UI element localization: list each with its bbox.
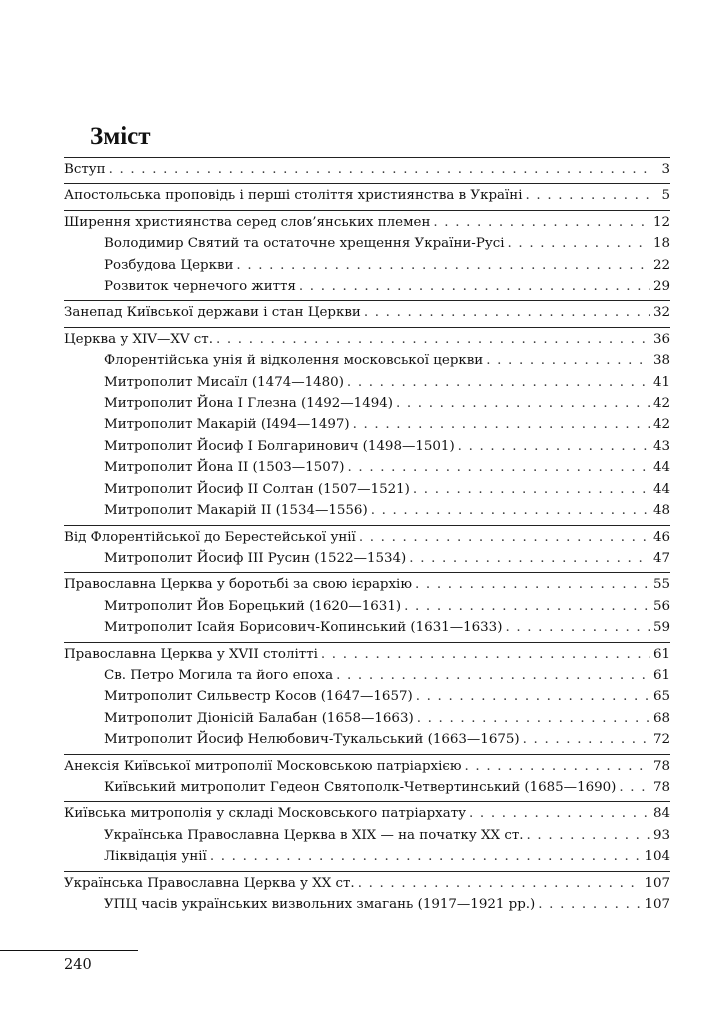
toc-page-number: 43 bbox=[652, 438, 670, 454]
dot-leader bbox=[458, 436, 650, 457]
toc-subentry bbox=[64, 617, 670, 638]
toc-subentry bbox=[64, 777, 670, 798]
dot-leader bbox=[465, 756, 650, 777]
toc-entry-title: Митрополит Ісайя Борисович-Копинський (1631—1633) bbox=[104, 620, 503, 636]
toc-subentry bbox=[64, 457, 670, 478]
toc-entry-title: Українська Православна Церква у XX ст. bbox=[64, 875, 355, 891]
toc-page-number: 22 bbox=[652, 257, 670, 273]
dot-leader bbox=[236, 255, 650, 276]
dot-leader bbox=[336, 665, 650, 686]
dot-leader bbox=[409, 548, 650, 569]
toc-page-number: 12 bbox=[652, 214, 670, 230]
toc-page-number: 44 bbox=[652, 481, 670, 497]
toc-entry-title: Флорентійська унія й відколення московської церкви bbox=[104, 353, 484, 369]
toc-page-number: 3 bbox=[661, 162, 670, 177]
dot-leader bbox=[353, 414, 650, 435]
dot-leader bbox=[415, 574, 650, 595]
toc-entry-title: Православна Церква у боротьбі за свою ієрархію bbox=[64, 577, 412, 593]
toc-page-number: 65 bbox=[652, 689, 670, 705]
toc-entry-title: УПЦ часів українських визвольних змагань (1917—1921 рр.) bbox=[104, 897, 536, 912]
toc-page-number: 47 bbox=[652, 550, 670, 566]
toc-entry bbox=[64, 527, 670, 548]
toc-entry-title: Українська Православна Церква в XIX — на початку XX ст. bbox=[104, 827, 524, 843]
toc-entry-title: Ширення християнства серед слов’янських племен bbox=[64, 214, 431, 230]
toc-entry-title: Митрополит Діонісій Балабан (1658—1663) bbox=[104, 710, 414, 726]
toc-section bbox=[64, 157, 670, 180]
toc-subentry bbox=[64, 825, 670, 846]
toc-subentry bbox=[64, 436, 670, 457]
dot-leader bbox=[299, 276, 650, 297]
toc-entry-title: Митрополит Йосиф III Русин (1522—1534) bbox=[104, 550, 407, 566]
toc-page-number: 41 bbox=[652, 374, 670, 390]
toc-entry bbox=[64, 329, 670, 350]
toc-section bbox=[64, 572, 670, 638]
dot-leader bbox=[523, 729, 650, 750]
toc-page-number: 107 bbox=[644, 897, 670, 912]
toc-page-number: 56 bbox=[652, 598, 670, 614]
toc-page-number: 42 bbox=[652, 396, 670, 412]
dot-leader bbox=[527, 825, 650, 846]
toc-entry-title: Православна Церква у XVII столітті bbox=[64, 646, 318, 662]
toc-entry-title: Митрополит Йосиф I Болгаринович (1498—1501) bbox=[104, 438, 455, 454]
toc-entry-title: Митрополит Йосиф II Солтан (1507—1521) bbox=[104, 481, 410, 497]
dot-leader bbox=[347, 372, 650, 393]
dot-leader bbox=[505, 617, 650, 638]
toc-entry-title: Церква у XIV—XV ст. bbox=[64, 331, 213, 347]
dot-leader bbox=[413, 479, 650, 500]
toc-entry bbox=[64, 574, 670, 595]
toc-section bbox=[64, 642, 670, 751]
dot-leader bbox=[538, 894, 641, 915]
dot-leader bbox=[469, 803, 650, 824]
footer-rule bbox=[0, 950, 138, 951]
toc-entry-title: Митрополит Йона I Глезна (1492—1494) bbox=[104, 396, 393, 412]
toc-section bbox=[64, 327, 670, 522]
toc-page-number: 72 bbox=[652, 732, 670, 748]
toc-entry bbox=[64, 873, 670, 894]
toc-page-number: 55 bbox=[652, 577, 670, 593]
toc-subentry bbox=[64, 686, 670, 707]
toc-page-number: 68 bbox=[652, 710, 670, 726]
toc-entry-title: Вступ bbox=[64, 162, 106, 177]
dot-leader bbox=[404, 596, 650, 617]
toc-page-number: 5 bbox=[661, 188, 670, 204]
dot-leader bbox=[619, 777, 650, 798]
toc-entry-title: Митрополит Йона II (1503—1507) bbox=[104, 460, 345, 476]
dot-leader bbox=[526, 185, 653, 206]
dot-leader bbox=[486, 350, 650, 371]
toc-page-number: 46 bbox=[652, 529, 670, 545]
dot-leader bbox=[416, 686, 650, 707]
toc-page-number: 18 bbox=[652, 236, 670, 252]
toc-entry-title: Митрополит Йосиф Нелюбович-Тукальський (1663—1675) bbox=[104, 732, 520, 748]
toc-entry bbox=[64, 302, 670, 323]
toc-subentry bbox=[64, 255, 670, 276]
toc-section bbox=[64, 871, 670, 916]
toc-entry-title: Митрополит Макарій (I494—1497) bbox=[104, 417, 350, 433]
toc-section bbox=[64, 210, 670, 298]
toc-page-number: 61 bbox=[652, 667, 670, 683]
dot-leader bbox=[216, 329, 650, 350]
toc-entry-title: Митрополит Йов Борецький (1620—1631) bbox=[104, 598, 402, 614]
dot-leader bbox=[109, 159, 653, 180]
toc-page-number: 29 bbox=[652, 279, 670, 295]
toc-entry bbox=[64, 644, 670, 665]
toc-entry-title: Занепад Київської держави і стан Церкви bbox=[64, 305, 361, 321]
toc-section bbox=[64, 300, 670, 323]
toc-subentry bbox=[64, 846, 670, 867]
toc-page-number: 104 bbox=[644, 849, 670, 865]
toc-subentry bbox=[64, 393, 670, 414]
toc-subentry bbox=[64, 729, 670, 750]
dot-leader bbox=[364, 302, 650, 323]
toc-page-number: 38 bbox=[652, 353, 670, 369]
toc-entry-title: Ліквідація унії bbox=[104, 849, 207, 865]
dot-leader bbox=[348, 457, 650, 478]
toc-entry-title: Володимир Святий та остаточне хрещення України-Русі bbox=[104, 236, 505, 252]
toc-page-number: 48 bbox=[652, 503, 670, 519]
toc-entry bbox=[64, 803, 670, 824]
toc-section bbox=[64, 754, 670, 799]
toc-entry-title: Київська митрополія у складі Московського патріархату bbox=[64, 806, 466, 822]
toc-section bbox=[64, 801, 670, 867]
toc-entry bbox=[64, 159, 670, 180]
toc-page-number: 61 bbox=[652, 646, 670, 662]
toc-page-number: 59 bbox=[652, 620, 670, 636]
toc-page-number: 107 bbox=[644, 875, 670, 891]
toc-entry bbox=[64, 212, 670, 233]
toc-page-number: 78 bbox=[652, 758, 670, 774]
toc-subentry bbox=[64, 894, 670, 915]
toc-entry-title: Митрополит Макарій II (1534—1556) bbox=[104, 503, 368, 519]
toc-subentry bbox=[64, 596, 670, 617]
dot-leader bbox=[359, 527, 650, 548]
toc-entry-title: Митрополит Мисаїл (1474—1480) bbox=[104, 374, 344, 390]
toc-entry-title: Св. Петро Могила та його епоха bbox=[104, 667, 334, 683]
toc-entry-title: Розбудова Церкви bbox=[104, 257, 234, 273]
toc-entry-title: Розвиток чернечого життя bbox=[104, 279, 296, 295]
toc-subentry bbox=[64, 500, 670, 521]
page-title: Зміст bbox=[90, 123, 151, 150]
table-of-contents bbox=[64, 157, 670, 918]
dot-leader bbox=[210, 846, 642, 867]
toc-page-number: 32 bbox=[652, 305, 670, 321]
toc-subentry bbox=[64, 372, 670, 393]
toc-entry-title: Від Флорентійської до Берестейської унії bbox=[64, 529, 356, 545]
toc-entry bbox=[64, 185, 670, 206]
toc-subentry bbox=[64, 414, 670, 435]
dot-leader bbox=[321, 644, 650, 665]
toc-entry-title: Анексія Київської митрополії Московською патріархією bbox=[64, 758, 462, 774]
toc-section bbox=[64, 183, 670, 206]
toc-page-number: 36 bbox=[652, 331, 670, 347]
toc-entry bbox=[64, 756, 670, 777]
toc-page-number: 44 bbox=[652, 460, 670, 476]
toc-page-number: 78 bbox=[652, 779, 670, 795]
toc-subentry bbox=[64, 479, 670, 500]
toc-entry-title: Київський митрополит Гедеон Святополк-Четвертинський (1685—1690) bbox=[104, 779, 617, 795]
toc-subentry bbox=[64, 276, 670, 297]
toc-entry-title: Апостольська проповідь і перші століття християнства в Україні bbox=[64, 188, 523, 204]
toc-page-number: 93 bbox=[652, 827, 670, 843]
toc-entry-title: Митрополит Сильвестр Косов (1647—1657) bbox=[104, 689, 413, 705]
dot-leader bbox=[396, 393, 650, 414]
toc-subentry bbox=[64, 708, 670, 729]
toc-subentry bbox=[64, 665, 670, 686]
dot-leader bbox=[417, 708, 650, 729]
toc-section bbox=[64, 525, 670, 570]
page-number: 240 bbox=[64, 957, 92, 973]
toc-subentry bbox=[64, 548, 670, 569]
toc-page-number: 84 bbox=[652, 806, 670, 822]
dot-leader bbox=[358, 873, 642, 894]
dot-leader bbox=[508, 233, 650, 254]
dot-leader bbox=[433, 212, 650, 233]
toc-page-number: 42 bbox=[652, 417, 670, 433]
dot-leader bbox=[371, 500, 650, 521]
toc-subentry bbox=[64, 233, 670, 254]
toc-subentry bbox=[64, 350, 670, 371]
